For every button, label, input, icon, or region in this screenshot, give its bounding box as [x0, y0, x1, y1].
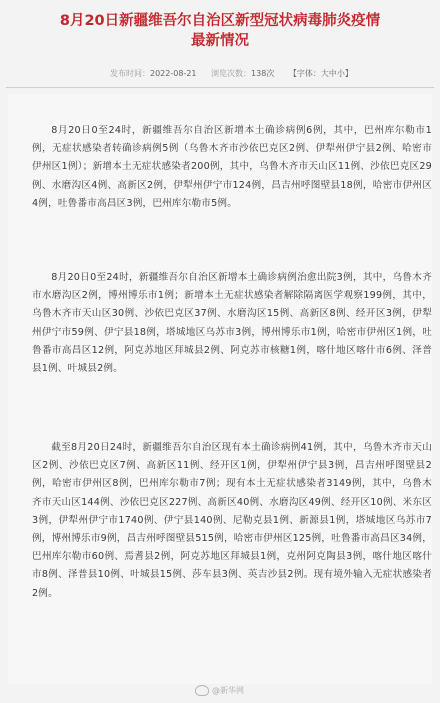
paragraph-recoveries: 8月20日0至24时，新疆维吾尔自治区新增本土确诊病例治愈出院3例，其中，乌鲁木齐市水磨沟区2例，博州博乐市1例；新增本土无症状感染者解除隔离医学观察199例，其中，乌鲁木齐市天山区30例、沙依巴克区37例、水磨沟区15例、高新区8例、经开区3例，伊犁州伊宁市59例、伊宁县18例，塔城地区乌苏市3例，博州博乐市1例，哈密市伊州区1例，吐鲁番市高昌区12例，阿克苏地区拜城县2例、阿克苏市核糖1例，喀什地区喀什市6例、泽普县1例、叶城县2例。: [32, 272, 432, 375]
title-line-2: 最新情况: [191, 33, 249, 49]
article-title: [0, 11, 440, 51]
article-meta: [110, 68, 353, 80]
watermark-text: @新华网: [212, 686, 244, 695]
title-line-1: 8月20日新疆维吾尔自治区新型冠状病毒肺炎疫情: [59, 13, 381, 29]
published-date: 2022-08-21: [150, 69, 197, 78]
views-label: 浏览次数：: [211, 69, 252, 78]
weibo-icon: [195, 685, 209, 696]
paragraph-current-cases: 截至8月20日24时，新疆维吾尔自治区现有本土确诊病例41例，其中，乌鲁木齐市天山区2例、沙依巴克区7例、高新区11例、经开区1例，伊犁州伊宁县3例，昌吉州呼图壁县2例，哈密市伊州区8例，巴州库尔勒市7例；现有本土无症状感染者3149例，其中，乌鲁木齐市天山区144例、沙依巴克区227例、高新区40例、水磨沟区49例、经开区10例、米东区3例，伊犁州伊宁市1740例、伊宁县140例、尼勒克县1例、新源县1例，塔城地区乌苏市7例，博州博乐市9例，昌吉州呼图壁县515例，哈密市伊州区125例，吐鲁番市高昌区34例，巴州库尔勒市60例、焉耆县2例，阿克苏地区拜城县1例，克州阿克陶县3例，喀什地区喀什市8例、泽普县10例、叶城县15例、莎车县3例、英吉沙县2例。现有境外输入无症状感染者2例。: [32, 442, 432, 599]
paragraph-new-cases: 8月20日0至24时，新疆维吾尔自治区新增本土确诊病例6例，其中，巴州库尔勒市1例，无症状感染者转确诊病例5例（乌鲁木齐市沙依巴克区2例、伊犁州伊宁县2例、哈密市伊州区1例）；新增本土无症状感染者200例，其中，乌鲁木齐市天山区11例、沙依巴克区29例、水磨沟区4例、高新区2例，伊犁州伊宁市124例，昌吉州呼图壁县18例，哈密市伊州区4例，吐鲁番市高昌区3例，巴州库尔勒市5例。: [32, 125, 432, 209]
font-size-controls[interactable]: 【字体：大中小】: [288, 69, 353, 78]
published-label: 发布时间：: [110, 69, 150, 78]
title-divider: [6, 87, 434, 88]
article-body: [8, 94, 432, 684]
source-watermark: [195, 685, 244, 696]
views-count: 138次: [251, 69, 275, 78]
